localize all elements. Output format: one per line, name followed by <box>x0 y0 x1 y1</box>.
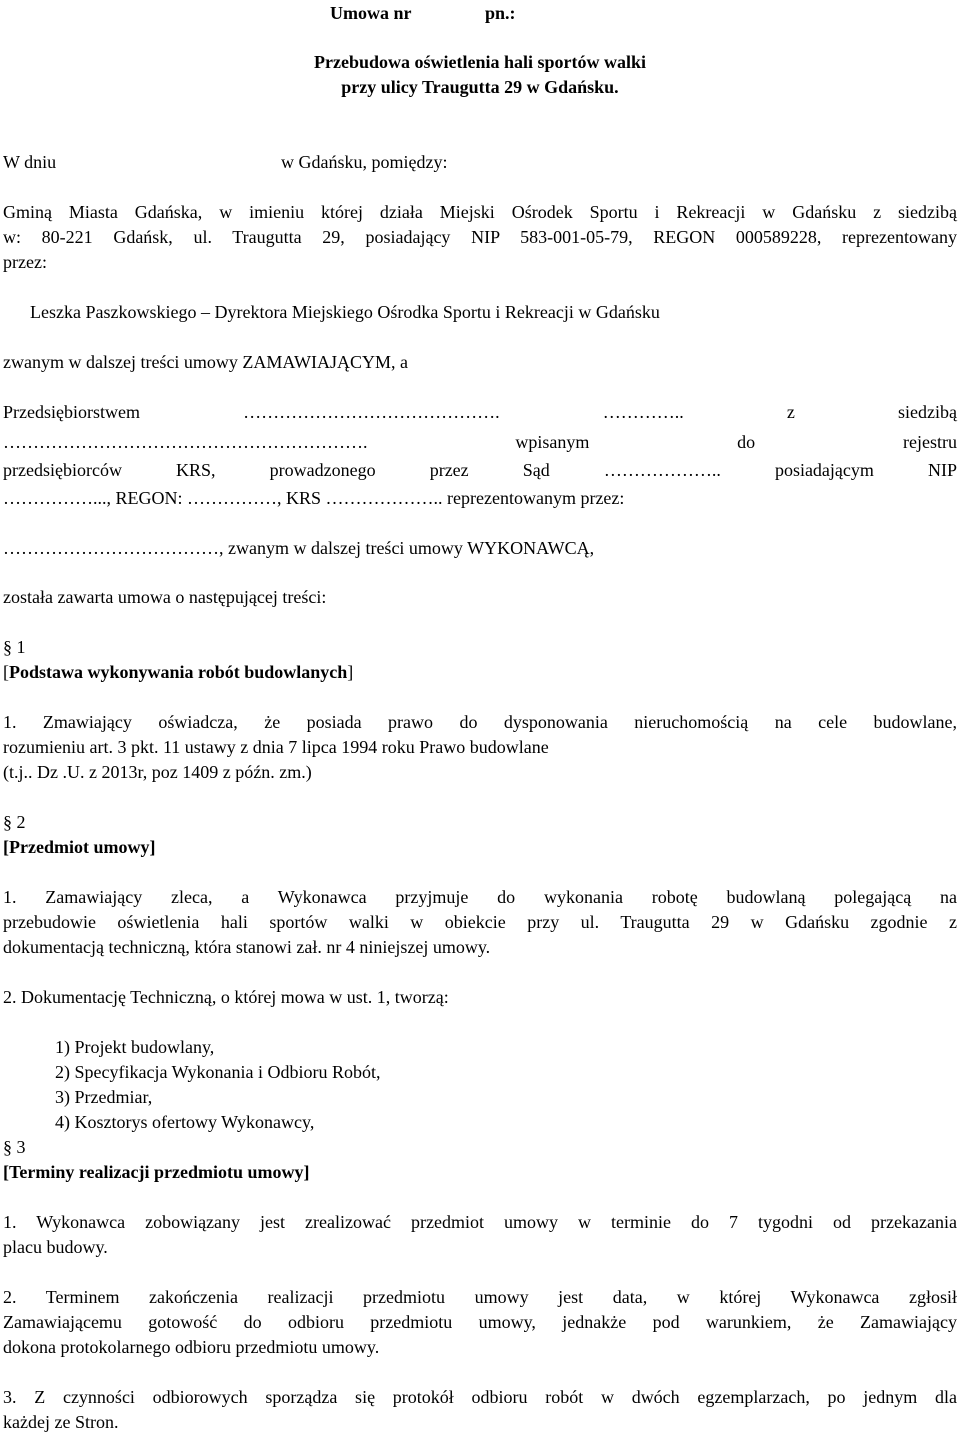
party1-line3: przez: <box>3 252 47 272</box>
date-label: W dniu <box>3 152 57 172</box>
party1-line2: w: 80-221 Gdańsk, ul. Traugutta 29, posiadający NIP 583-001-05-79, REGON 000589228, reprezentowany <box>3 227 957 247</box>
zamawiajacy-definition: zwanym w dalszej treści umowy ZAMAWIAJĄCYM, a <box>3 352 408 372</box>
party2-line3: przedsiębiorców KRS, prowadzonego przez Sąd ……………….. posiadającym NIP <box>3 460 957 480</box>
date-line <box>3 150 957 174</box>
section3-p2-line1: 2. Terminem zakończenia realizacji przedmiotu umowy jest data, w której Wykonawca zgłosił <box>3 1287 957 1307</box>
agreement-statement: została zawarta umowa o następującej treści: <box>3 587 327 607</box>
contract-number-line <box>330 1 957 25</box>
list-item: 2) Specyfikacja Wykonania i Odbioru Robót, <box>55 1062 381 1082</box>
place-label: w Gdańsku, pomiędzy: <box>281 152 448 172</box>
section1-number: § 1 <box>3 637 26 657</box>
party2-line1: Przedsiębiorstwem ……………………………………. ………….. z siedzibą <box>3 402 957 422</box>
list-item: 3) Przedmiar, <box>55 1087 153 1107</box>
party2-line4: ……………..., REGON: ……………, KRS ……………….. reprezentowanym przez: <box>3 488 625 508</box>
section1-title: [Podstawa wykonywania robót budowlanych] <box>3 662 354 682</box>
section3-p2-line2: Zamawiającemu gotowość do odbioru przedmiotu umowy, jednakże pod warunkiem, że Zamawiający <box>3 1312 957 1332</box>
section3-p1-line2: placu budowy. <box>3 1237 108 1257</box>
section3-p1-line1: 1. Wykonawca zobowiązany jest zrealizować przedmiot umowy w terminie do 7 tygodni od przekazania <box>3 1212 957 1232</box>
section1-title-text: Podstawa wykonywania robót budowlanych <box>9 662 348 682</box>
section2-p1-line3: dokumentacją techniczną, która stanowi zał. nr 4 niniejszej umowy. <box>3 937 491 957</box>
section2-number: § 2 <box>3 812 26 832</box>
section2-p1-line1: 1. Zamawiający zleca, a Wykonawca przyjmuje do wykonania robotę budowlaną polegającą na <box>3 887 957 907</box>
representative: Leszka Paszkowskiego – Dyrektora Miejskiego Ośrodka Sportu i Rekreacji w Gdańsku <box>30 302 660 322</box>
section3-title: [Terminy realizacji przedmiotu umowy] <box>3 1162 310 1182</box>
list-item: 4) Kosztorys ofertowy Wykonawcy, <box>55 1112 315 1132</box>
section2-p2: 2. Dokumentację Techniczną, o której mowa w ust. 1, tworzą: <box>3 987 449 1007</box>
contract-title-line1: Przebudowa oświetlenia hali sportów walki <box>313 52 646 72</box>
party2-line2: ……………………………………………………. wpisanym do rejestru <box>3 432 957 452</box>
section1-p1-line2: rozumieniu art. 3 pkt. 11 ustawy z dnia 7 lipca 1994 roku Prawo budowlane <box>3 737 549 757</box>
section3-number: § 3 <box>3 1137 26 1157</box>
section3-p2-line3: dokona protokolarnego odbioru przedmiotu umowy. <box>3 1337 380 1357</box>
section1-p1-line1: 1. Zmawiający oświadcza, że posiada prawo do dysponowania nieruchomością na cele budowlane, <box>3 712 957 732</box>
section1-p1-line3: (t.j.. Dz .U. z 2013r, poz 1409 z późn. zm.) <box>3 762 312 782</box>
section2-p1-line2: przebudowie oświetlenia hali sportów walki w obiekcie przy ul. Traugutta 29 w Gdańsku zgodnie z <box>3 912 957 932</box>
contract-title-line2: przy ulicy Traugutta 29 w Gdańsku. <box>341 77 619 97</box>
contract-pn-label: pn.: <box>485 3 516 23</box>
section2-title: [Przedmiot umowy] <box>3 837 156 857</box>
wykonawca-definition: ………………………………, zwanym w dalszej treści umowy WYKONAWCĄ, <box>3 538 595 558</box>
section3-p3-line1: 3. Z czynności odbiorowych sporządza się protokół odbioru robót w dwóch egzemplarzach, po jednym dla <box>3 1387 957 1407</box>
contract-number-label: Umowa nr <box>330 3 412 23</box>
section3-p3-line2: każdej ze Stron. <box>3 1412 119 1432</box>
party1-line1: Gminą Miasta Gdańska, w imieniu której działa Miejski Ośrodek Sportu i Rekreacji w Gdańsku z siedzibą <box>3 202 957 222</box>
list-item: 1) Projekt budowlany, <box>55 1037 215 1057</box>
